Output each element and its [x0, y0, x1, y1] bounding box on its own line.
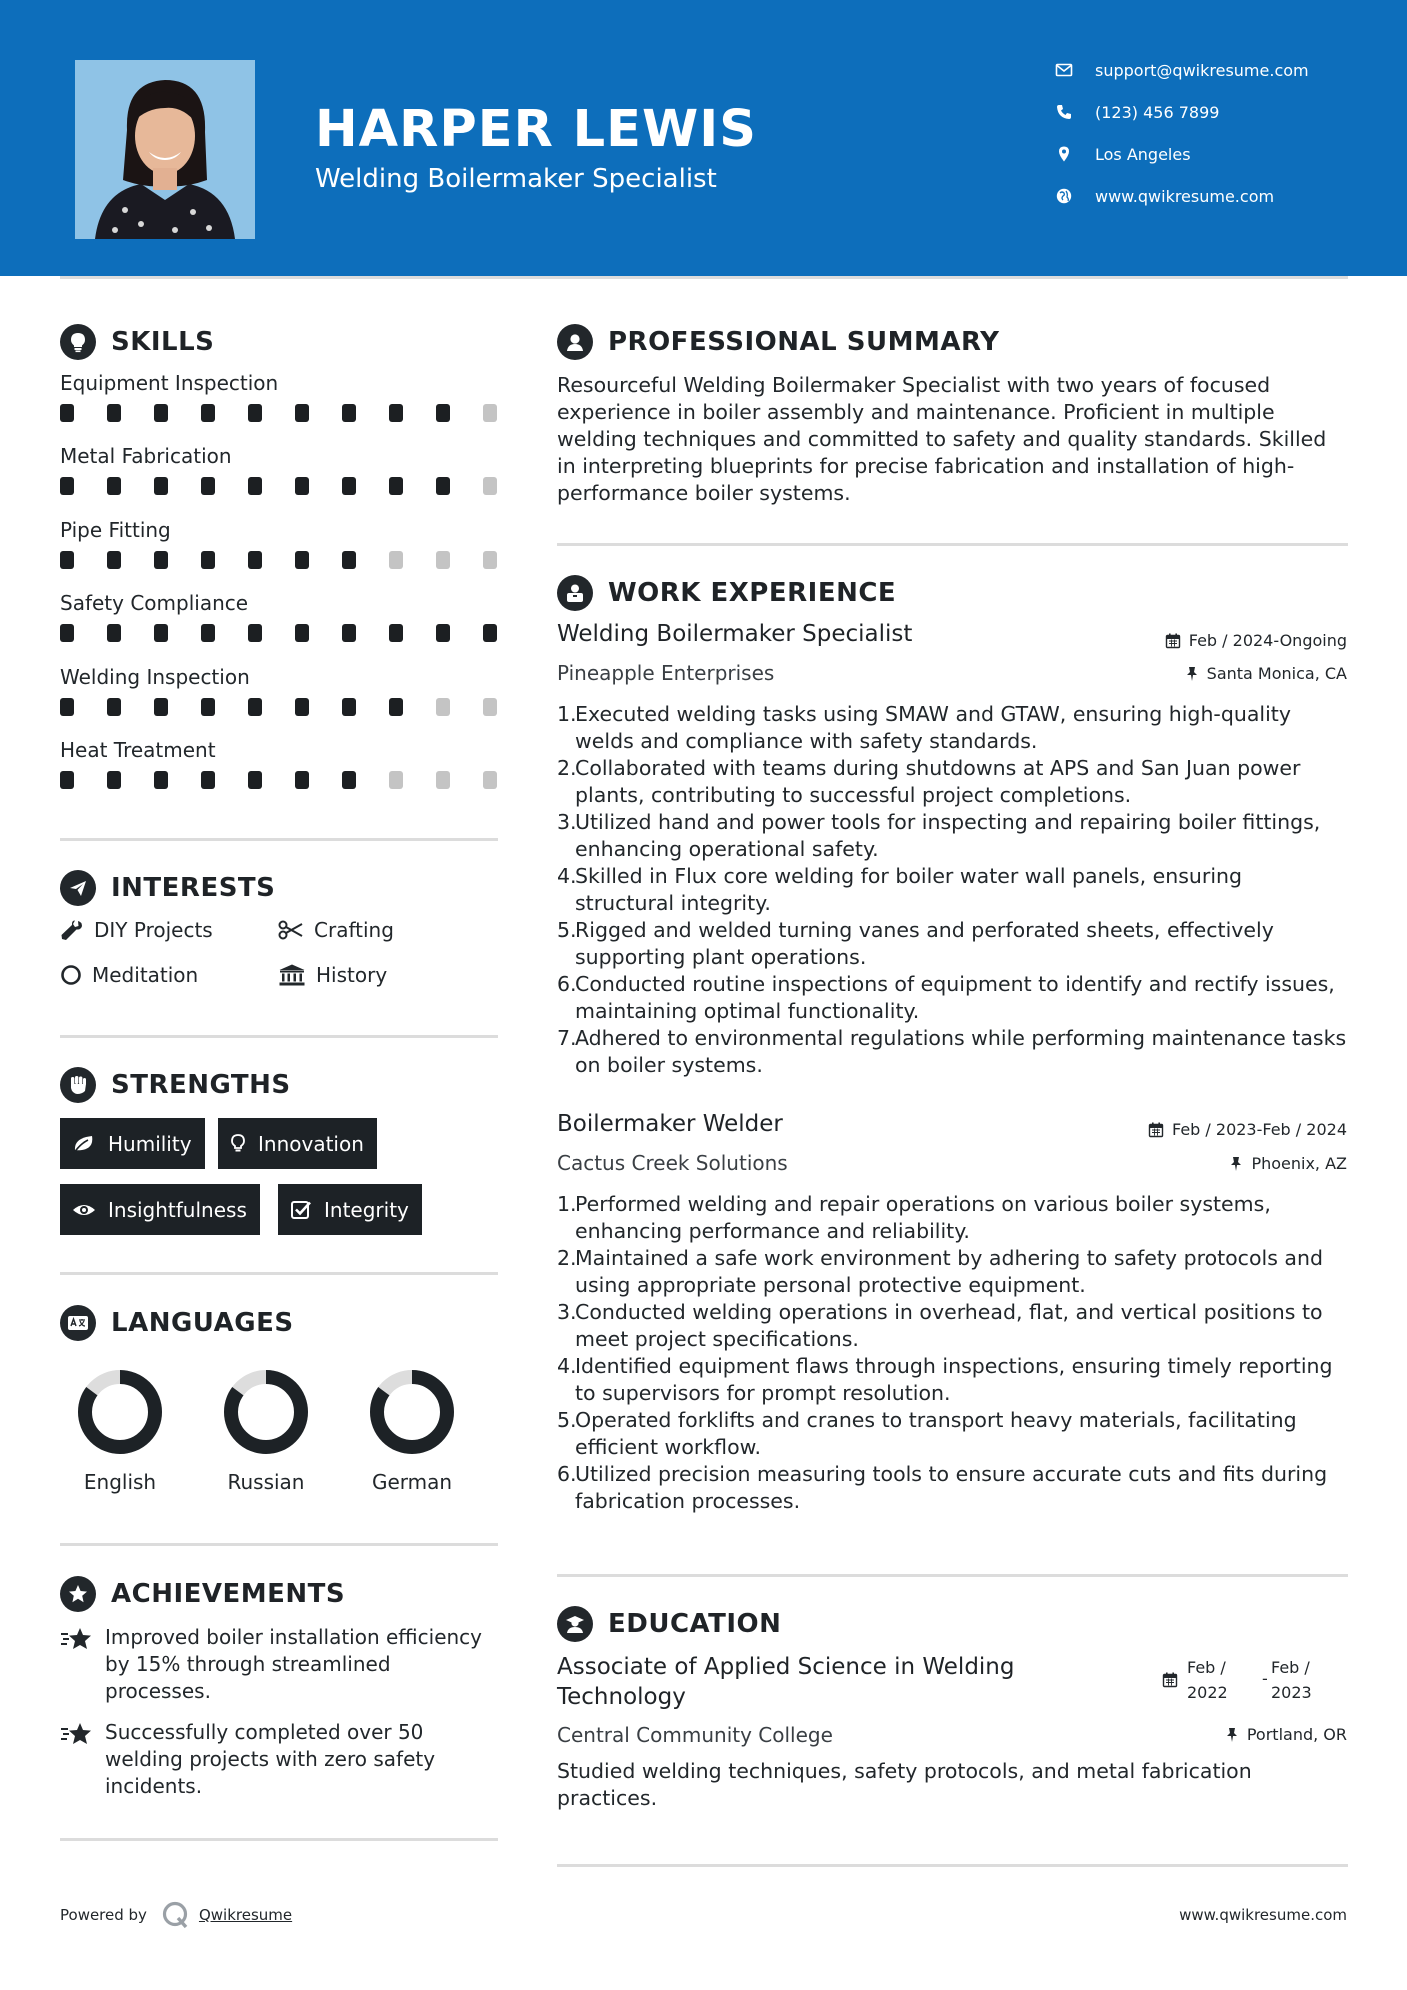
skill-dot-filled: [342, 551, 356, 569]
responsibility-text: Rigged and welded turning vanes and perforated sheets, effectively supporting plant operations.: [575, 918, 1274, 969]
responsibility-item: 2. Maintained a safe work environment by adhering to safety protocols and using appropriate personal protective equipment.: [557, 1246, 1323, 1297]
lightbulb-icon: [60, 324, 96, 360]
skill-dot-empty: [483, 404, 497, 422]
skill-dot-filled: [342, 698, 356, 716]
skill-item: [60, 738, 500, 762]
skill-dot-empty: [483, 771, 497, 789]
user-icon: [557, 324, 593, 360]
contact-website-text: www.qwikresume.com: [1095, 186, 1275, 206]
strengths-title: STRENGTHS: [111, 1070, 291, 1100]
skill-rating: [60, 698, 500, 716]
language-name: German: [371, 1470, 453, 1494]
briefcase-user-icon: [557, 575, 593, 611]
skill-name: Pipe Fitting: [60, 517, 171, 542]
responsibility-item: 1. Performed welding and repair operations on various boiler systems, enhancing performance and reliability.: [557, 1192, 1271, 1243]
skill-dot-filled: [483, 624, 497, 642]
skill-dot-filled: [436, 477, 450, 495]
summary-heading: [557, 324, 999, 360]
skill-dot-filled: [154, 404, 168, 422]
skill-dot-filled: [60, 698, 74, 716]
skill-item: [60, 591, 500, 615]
responsibility-text: Collaborated with teams during shutdowns at APS and San Juan power plants, contributing to successful project completions.: [575, 756, 1301, 807]
calendar-icon: [1148, 1122, 1164, 1138]
skill-dot-filled: [295, 624, 309, 642]
languages-heading: [60, 1305, 294, 1341]
job-date-text: Feb / 2023-Feb / 2024: [1172, 1120, 1347, 1139]
achievements-divider: [60, 1838, 498, 1841]
skill-dot-filled: [295, 551, 309, 569]
responsibility-text: Utilized precision measuring tools to ensure accurate cuts and fits during fabrication processes.: [575, 1462, 1328, 1513]
degree-title-line1: Associate of Applied Science in Welding: [557, 1654, 1015, 1680]
responsibility-text: Conducted routine inspections of equipment to identify and rectify issues, maintaining optimal functionality.: [575, 972, 1335, 1023]
responsibility-text: Identified equipment flaws through inspections, ensuring timely reporting to supervisors for prompt resolution.: [575, 1354, 1333, 1405]
qwikresume-link[interactable]: Qwikresume: [198, 1906, 293, 1924]
skill-item: [60, 444, 500, 468]
strength-label: Humility: [108, 1131, 192, 1156]
skill-dot-filled: [154, 698, 168, 716]
interest-meditation: [60, 963, 198, 987]
star-badge-icon: [60, 1576, 96, 1612]
experience-divider: [557, 1574, 1348, 1577]
responsibility-text: Adhered to environmental regulations while performing maintenance tasks on boiler systems.: [575, 1026, 1347, 1077]
envelope-icon: [1055, 61, 1073, 79]
skill-dot-filled: [389, 624, 403, 642]
skill-item: [60, 518, 500, 542]
responsibility-item: 3. Conducted welding operations in overhead, flat, and vertical positions to meet project specifications.: [557, 1300, 1323, 1351]
responsibility-item: 1. Executed welding tasks using SMAW and GTAW, ensuring high-quality welds and compliance with safety standards.: [557, 702, 1291, 753]
skill-dot-filled: [60, 551, 74, 569]
skill-dot-empty: [483, 551, 497, 569]
language-item: [201, 1368, 331, 1494]
language-item: [347, 1368, 477, 1494]
strengths-heading: [60, 1067, 291, 1103]
responsibility-text: Executed welding tasks using SMAW and GTAW, ensuring high-quality welds and compliance with safety standards.: [575, 702, 1291, 753]
strength-label: Insightfulness: [108, 1197, 247, 1222]
skill-dot-filled: [201, 551, 215, 569]
skill-dot-filled: [295, 404, 309, 422]
qwikresume-logo-icon: [161, 1900, 191, 1930]
skill-name: Safety Compliance: [60, 591, 249, 616]
education-school: Central Community College: [557, 1723, 833, 1747]
skill-dot-filled: [107, 551, 121, 569]
skill-dot-filled: [60, 624, 74, 642]
skill-dot-filled: [60, 404, 74, 422]
skill-rating: [60, 477, 500, 495]
languages-title: LANGUAGES: [111, 1308, 294, 1338]
phone-icon: [1055, 103, 1073, 121]
languages-divider: [60, 1543, 498, 1546]
skill-rating: [60, 404, 500, 422]
contact-location-text: Los Angeles: [1095, 144, 1191, 164]
achievement-text: Successfully completed over 50 welding projects with zero safety incidents.: [105, 1720, 436, 1798]
education-start-month: Feb /: [1187, 1658, 1226, 1677]
education-title: EDUCATION: [608, 1609, 782, 1639]
job-company: Pineapple Enterprises: [557, 661, 775, 685]
responsibility-item: 2. Collaborated with teams during shutdowns at APS and San Juan power plants, contributing to successful project completions.: [557, 756, 1301, 807]
skill-rating: [60, 624, 500, 642]
skill-dot-filled: [60, 771, 74, 789]
skill-dot-filled: [107, 477, 121, 495]
candidate-title: Welding Boilermaker Specialist: [315, 164, 717, 194]
skill-dot-empty: [389, 771, 403, 789]
job-company: Cactus Creek Solutions: [557, 1151, 788, 1175]
pushpin-icon: [1185, 666, 1199, 682]
job-location-text: Phoenix, AZ: [1251, 1154, 1347, 1173]
skill-dot-filled: [248, 404, 262, 422]
pushpin-icon: [1229, 1156, 1243, 1172]
skill-dot-filled: [201, 404, 215, 422]
summary-divider: [557, 543, 1348, 546]
contact-email[interactable]: [1055, 56, 1309, 84]
language-proficiency-ring: [368, 1368, 456, 1456]
responsibility-text: Utilized hand and power tools for inspecting and repairing boiler fittings, enhancing operational safety.: [575, 810, 1321, 861]
calendar-icon: [1165, 633, 1181, 649]
skill-dot-filled: [248, 771, 262, 789]
paper-plane-icon: [60, 870, 96, 906]
education-start-year: 2022: [1187, 1683, 1228, 1702]
degree-title-line2: Technology: [557, 1684, 686, 1710]
bank-icon: [278, 963, 306, 987]
header-divider: [60, 276, 1348, 279]
interests-title: INTERESTS: [111, 873, 276, 903]
summary-title: PROFESSIONAL SUMMARY: [608, 327, 1000, 357]
footer-website[interactable]: www.qwikresume.com: [1179, 1906, 1347, 1924]
skill-dot-filled: [248, 551, 262, 569]
skills-title: SKILLS: [111, 327, 215, 357]
globe-icon: [1055, 187, 1073, 205]
interest-history: [278, 963, 387, 987]
skill-dot-filled: [154, 551, 168, 569]
achievements-title: ACHIEVEMENTS: [111, 1579, 346, 1609]
job-title: Boilermaker Welder: [557, 1111, 783, 1137]
experience-title: WORK EXPERIENCE: [608, 578, 897, 608]
interest-label: Crafting: [314, 918, 394, 942]
skill-dot-filled: [154, 771, 168, 789]
powered-by-text: Powered by: [60, 1906, 147, 1924]
language-icon: [60, 1305, 96, 1341]
responsibility-text: Performed welding and repair operations on various boiler systems, enhancing performance and reliability.: [575, 1192, 1271, 1243]
leaf-icon: [72, 1134, 96, 1154]
skill-dot-filled: [436, 624, 450, 642]
strength-insightfulness: [60, 1184, 260, 1235]
skill-dot-filled: [248, 698, 262, 716]
skill-item: [60, 371, 500, 395]
skill-item: [60, 665, 500, 689]
strengths-divider: [60, 1272, 498, 1275]
education-description: Studied welding techniques, safety protocols, and metal fabrication practices.: [557, 1759, 1252, 1810]
language-name: English: [83, 1470, 157, 1494]
education-end-year: 2023: [1271, 1683, 1312, 1702]
strength-label: Innovation: [258, 1131, 364, 1156]
contact-phone[interactable]: [1055, 98, 1219, 126]
eye-icon: [72, 1201, 96, 1219]
fist-icon: [60, 1067, 96, 1103]
skill-dot-filled: [201, 624, 215, 642]
skill-dot-filled: [389, 404, 403, 422]
star-icon: [60, 1721, 94, 1747]
candidate-name: HARPER LEWIS: [315, 100, 757, 159]
skill-name: Heat Treatment: [60, 738, 216, 762]
achievement-text: Improved boiler installation efficiency by 15% through streamlined processes.: [105, 1625, 483, 1703]
skill-dot-filled: [107, 624, 121, 642]
interest-label: Meditation: [92, 963, 199, 987]
job-title: Welding Boilermaker Specialist: [557, 621, 913, 647]
language-proficiency-ring: [76, 1368, 164, 1456]
job-location: [1185, 664, 1347, 683]
skill-name: Equipment Inspection: [60, 371, 279, 395]
skill-dot-empty: [436, 698, 450, 716]
job-date: [1165, 631, 1347, 650]
skill-dot-filled: [248, 477, 262, 495]
skill-dot-filled: [342, 404, 356, 422]
skill-dot-filled: [389, 698, 403, 716]
skill-dot-filled: [107, 404, 121, 422]
strength-integrity: [278, 1184, 422, 1235]
skill-rating: [60, 551, 500, 569]
contact-location: [1055, 140, 1191, 168]
responsibility-item: 6. Conducted routine inspections of equipment to identify and rectify issues, maintaining optimal functionality.: [557, 972, 1335, 1023]
responsibility-item: 4. Identified equipment flaws through inspections, ensuring timely reporting to supervisors for prompt resolution.: [557, 1354, 1333, 1405]
skill-rating: [60, 771, 500, 789]
strength-innovation: [218, 1118, 377, 1169]
experience-heading: [557, 575, 896, 611]
skill-dot-filled: [342, 477, 356, 495]
scissors-icon: [278, 919, 304, 941]
skill-dot-filled: [154, 624, 168, 642]
interest-diy-projects: [60, 918, 213, 942]
skill-name: Welding Inspection: [60, 664, 250, 689]
wrench-icon: [60, 919, 84, 941]
language-item: [55, 1368, 185, 1494]
education-divider: [557, 1864, 1348, 1867]
contact-phone-text: (123) 456 7899: [1095, 102, 1220, 122]
education-start-date: [1187, 1655, 1228, 1705]
job-date: [1148, 1120, 1347, 1139]
star-icon: [60, 1626, 94, 1652]
language-proficiency-ring: [222, 1368, 310, 1456]
skill-dot-filled: [342, 771, 356, 789]
education-end-date: [1271, 1655, 1312, 1705]
interest-label: DIY Projects: [94, 918, 213, 942]
skill-dot-empty: [483, 477, 497, 495]
interests-divider: [60, 1035, 498, 1038]
skill-dot-filled: [154, 477, 168, 495]
skill-dot-empty: [436, 551, 450, 569]
responsibility-item: 5. Operated forklifts and cranes to transport heavy materials, facilitating efficient workflow.: [557, 1408, 1297, 1459]
skill-dot-empty: [483, 698, 497, 716]
job-responsibilities: [557, 1191, 1347, 1515]
resume-header: [0, 0, 1407, 276]
contact-website[interactable]: [1055, 182, 1274, 210]
achievements-heading: [60, 1576, 345, 1612]
interests-heading: [60, 870, 275, 906]
responsibility-text: Operated forklifts and cranes to transport heavy materials, facilitating efficient workflow.: [575, 1408, 1297, 1459]
job-location-text: Santa Monica, CA: [1206, 664, 1347, 683]
skill-dot-filled: [60, 477, 74, 495]
skill-dot-filled: [107, 698, 121, 716]
map-pin-icon: [1055, 145, 1073, 163]
lightbulb-icon: [230, 1133, 246, 1155]
responsibility-item: 5. Rigged and welded turning vanes and perforated sheets, effectively supporting plant operations.: [557, 918, 1274, 969]
education-location-text: Portland, OR: [1246, 1725, 1347, 1744]
skills-divider: [60, 838, 498, 841]
strength-label: Integrity: [324, 1197, 409, 1222]
check-square-icon: [290, 1199, 312, 1221]
skill-dot-empty: [389, 551, 403, 569]
profile-photo: [75, 60, 255, 239]
responsibility-item: 7. Adhered to environmental regulations while performing maintenance tasks on boiler systems.: [557, 1026, 1347, 1077]
responsibility-text: Skilled in Flux core welding for boiler water wall panels, ensuring structural integrity.: [575, 864, 1243, 915]
pushpin-icon: [1225, 1727, 1239, 1743]
responsibility-item: 4. Skilled in Flux core welding for boiler water wall panels, ensuring structural integrity.: [557, 864, 1243, 915]
language-name: Russian: [227, 1470, 305, 1494]
skill-dot-filled: [201, 771, 215, 789]
job-date-text: Feb / 2024-Ongoing: [1188, 631, 1347, 650]
responsibility-item: 6. Utilized precision measuring tools to ensure accurate cuts and fits during fabrication processes.: [557, 1462, 1328, 1513]
skill-dot-filled: [342, 624, 356, 642]
interest-label: History: [316, 963, 388, 987]
summary-text: Resourceful Welding Boilermaker Specialist with two years of focused experience in boiler assembly and maintenance. Proficient in multiple welding techniques and committed to safety and quality standards. Skilled in interpreting blueprints for precise fabrication and installation of high-performance boiler systems.: [557, 373, 1327, 505]
skill-name: Metal Fabrication: [60, 444, 232, 469]
circle-icon: [60, 964, 82, 986]
education-heading: [557, 1606, 781, 1642]
skill-dot-filled: [201, 477, 215, 495]
job-location: [1229, 1154, 1347, 1173]
education-end-month: Feb /: [1271, 1658, 1310, 1677]
skill-dot-filled: [389, 477, 403, 495]
contact-email-text: support@qwikresume.com: [1095, 60, 1309, 80]
skill-dot-filled: [295, 771, 309, 789]
graduate-icon: [557, 1606, 593, 1642]
skill-dot-filled: [295, 477, 309, 495]
calendar-icon: [1162, 1672, 1178, 1688]
skill-dot-filled: [248, 624, 262, 642]
skill-dot-filled: [295, 698, 309, 716]
skill-dot-filled: [436, 404, 450, 422]
job-responsibilities: [557, 701, 1347, 1079]
responsibility-text: Conducted welding operations in overhead, flat, and vertical positions to meet project specifications.: [575, 1300, 1323, 1351]
responsibility-item: 3. Utilized hand and power tools for inspecting and repairing boiler fittings, enhancing operational safety.: [557, 810, 1321, 861]
strength-humility: [60, 1118, 205, 1169]
skill-dot-empty: [436, 771, 450, 789]
education-location: [1225, 1725, 1347, 1744]
footer-powered-by: [60, 1900, 292, 1930]
education-date-dash: -: [1262, 1669, 1268, 1688]
interest-crafting: [278, 918, 394, 942]
skill-dot-filled: [201, 698, 215, 716]
skill-dot-filled: [107, 771, 121, 789]
skills-heading: [60, 324, 214, 360]
responsibility-text: Maintained a safe work environment by adhering to safety protocols and using appropriate personal protective equipment.: [575, 1246, 1323, 1297]
